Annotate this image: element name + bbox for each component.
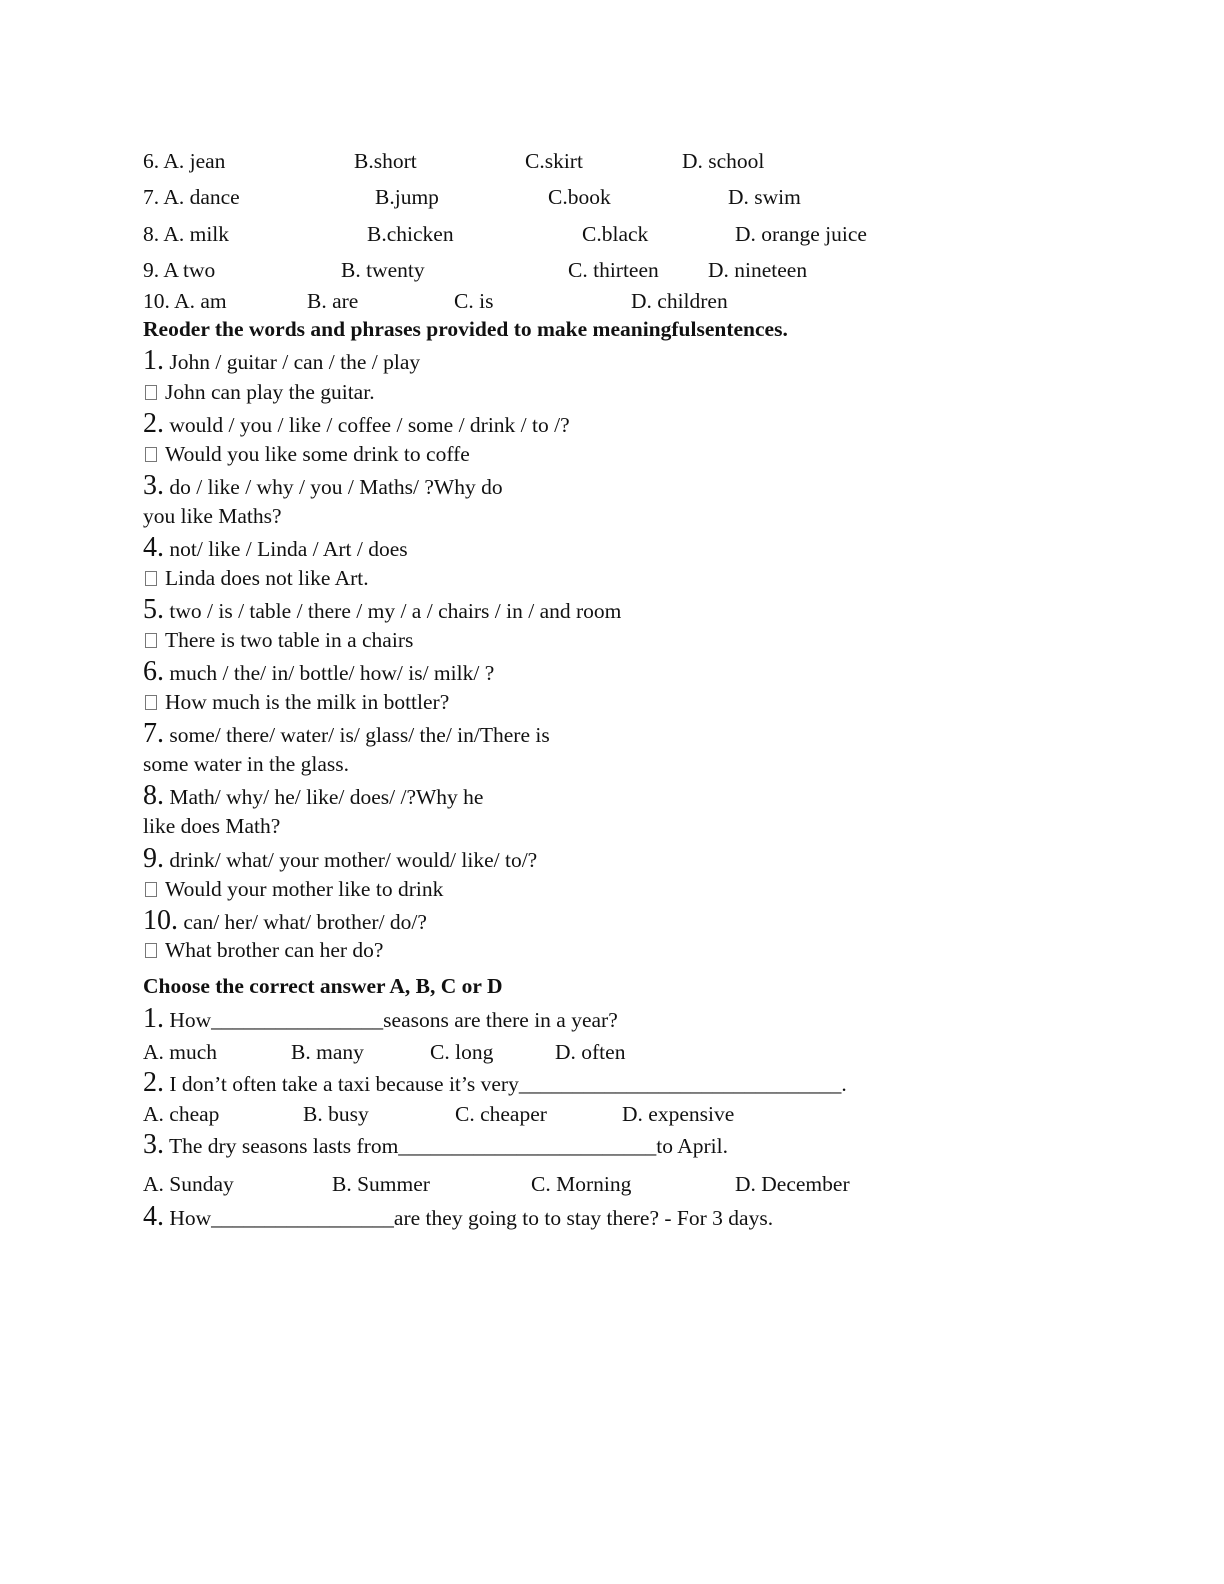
answer-text: Linda does not like Art. <box>165 566 369 590</box>
question-text: How_________________are they going to to stay there? - For 3 days. <box>169 1206 774 1230</box>
item-number: 8. <box>143 780 164 811</box>
reorder-answer: some water in the glass. <box>143 752 349 776</box>
option-a: A. Sunday <box>143 1172 234 1196</box>
reorder-answer <box>143 444 470 466</box>
arrow-glyph-icon <box>145 695 157 710</box>
option-a: 8. A. milk <box>143 222 230 246</box>
option-d: D. expensive <box>622 1102 735 1126</box>
item-number: 10. <box>143 905 178 936</box>
option-a: A. cheap <box>143 1102 220 1126</box>
option-c: C. cheaper <box>455 1102 547 1126</box>
question-number: 2. <box>143 1067 164 1098</box>
answer-text: Would you like some drink to coffe <box>165 442 470 466</box>
option-d: D. orange juice <box>735 222 867 246</box>
arrow-glyph-icon <box>145 943 157 958</box>
option-b: B. Summer <box>332 1172 430 1196</box>
option-c: C. is <box>454 289 494 313</box>
option-c: C.skirt <box>525 149 583 173</box>
option-a: A. much <box>143 1040 218 1064</box>
question-number: 4. <box>143 1201 164 1232</box>
choose-heading: Choose the correct answer A, B, C or D <box>143 974 503 998</box>
question-text: How________________seasons are there in a year? <box>169 1008 618 1032</box>
item-number: 9. <box>143 843 164 874</box>
item-number: 2. <box>143 408 164 439</box>
prompt-text: drink/ what/ your mother/ would/ like/ to/? <box>169 848 538 872</box>
reorder-prompt <box>143 534 408 562</box>
prompt-text: would / you / like / coffee / some / drink / to /? <box>169 413 570 437</box>
question-number: 1. <box>143 1003 164 1034</box>
option-d: D. school <box>682 149 765 173</box>
reorder-answer <box>143 382 375 404</box>
option-d: D. nineteen <box>708 258 808 282</box>
prompt-text: not/ like / Linda / Art / does <box>169 537 408 561</box>
option-d: D. often <box>555 1040 626 1064</box>
prompt-text: Math/ why/ he/ like/ does/ /?Why he <box>169 785 484 809</box>
option-d: D. December <box>735 1172 850 1196</box>
reorder-prompt <box>143 347 420 375</box>
item-number: 5. <box>143 594 164 625</box>
prompt-text: much / the/ in/ bottle/ how/ is/ milk/ ? <box>169 661 495 685</box>
question-text: The dry seasons lasts from________________________to April. <box>169 1134 728 1158</box>
prompt-text: John / guitar / can / the / play <box>169 350 421 374</box>
answer-text: John can play the guitar. <box>165 380 375 404</box>
option-a: 9. A two <box>143 258 216 282</box>
question-number: 3. <box>143 1129 164 1160</box>
reorder-prompt <box>143 596 621 624</box>
item-number: 3. <box>143 470 164 501</box>
option-c: C.book <box>548 185 611 209</box>
arrow-glyph-icon <box>145 882 157 897</box>
prompt-text: some/ there/ water/ is/ glass/ the/ in/There is <box>169 723 550 747</box>
reorder-prompt <box>143 907 427 935</box>
item-number: 7. <box>143 718 164 749</box>
arrow-glyph-icon <box>145 633 157 648</box>
arrow-glyph-icon <box>145 571 157 586</box>
option-a: 7. A. dance <box>143 185 240 209</box>
reorder-heading: Reoder the words and phrases provided to make meaningfulsentences. <box>143 317 788 341</box>
option-d: D. swim <box>728 185 801 209</box>
reorder-answer: you like Maths? <box>143 504 282 528</box>
option-b: B. busy <box>303 1102 369 1126</box>
reorder-answer <box>143 568 369 590</box>
reorder-answer <box>143 879 443 901</box>
answer-text: Would your mother like to drink <box>165 877 444 901</box>
item-number: 1. <box>143 345 164 376</box>
prompt-text: do / like / why / you / Maths/ ?Why do <box>169 475 503 499</box>
option-c: C. thirteen <box>568 258 659 282</box>
option-b: B.jump <box>375 185 439 209</box>
prompt-text: two / is / table / there / my / a / chairs / in / and room <box>169 599 622 623</box>
option-b: B.chicken <box>367 222 454 246</box>
arrow-glyph-icon <box>145 447 157 462</box>
item-number: 6. <box>143 656 164 687</box>
reorder-answer: like does Math? <box>143 814 281 838</box>
option-b: B. are <box>307 289 359 313</box>
reorder-answer <box>143 692 449 714</box>
question <box>143 1005 618 1033</box>
answer-text: What brother can her do? <box>165 938 384 962</box>
question <box>143 1203 773 1231</box>
reorder-prompt <box>143 845 537 873</box>
item-number: 4. <box>143 532 164 563</box>
option-b: B.short <box>354 149 417 173</box>
answer-text: How much is the milk in bottler? <box>165 690 450 714</box>
prompt-text: can/ her/ what/ brother/ do/? <box>183 910 427 934</box>
reorder-prompt <box>143 472 503 500</box>
option-c: C. long <box>430 1040 494 1064</box>
question <box>143 1069 847 1097</box>
question-text: I don’t often take a taxi because it’s very______________________________. <box>169 1072 847 1096</box>
question <box>143 1131 728 1159</box>
option-d: D. children <box>631 289 728 313</box>
option-c: C. Morning <box>531 1172 632 1196</box>
reorder-prompt <box>143 720 550 748</box>
reorder-prompt <box>143 658 494 686</box>
arrow-glyph-icon <box>145 385 157 400</box>
option-c: C.black <box>582 222 649 246</box>
answer-text: There is two table in a chairs <box>165 628 414 652</box>
option-a: 6. A. jean <box>143 149 226 173</box>
reorder-answer <box>143 940 383 962</box>
option-a: 10. A. am <box>143 289 227 313</box>
reorder-prompt <box>143 410 570 438</box>
reorder-answer <box>143 630 413 652</box>
reorder-prompt <box>143 782 483 810</box>
option-b: B. twenty <box>341 258 425 282</box>
option-b: B. many <box>291 1040 364 1064</box>
